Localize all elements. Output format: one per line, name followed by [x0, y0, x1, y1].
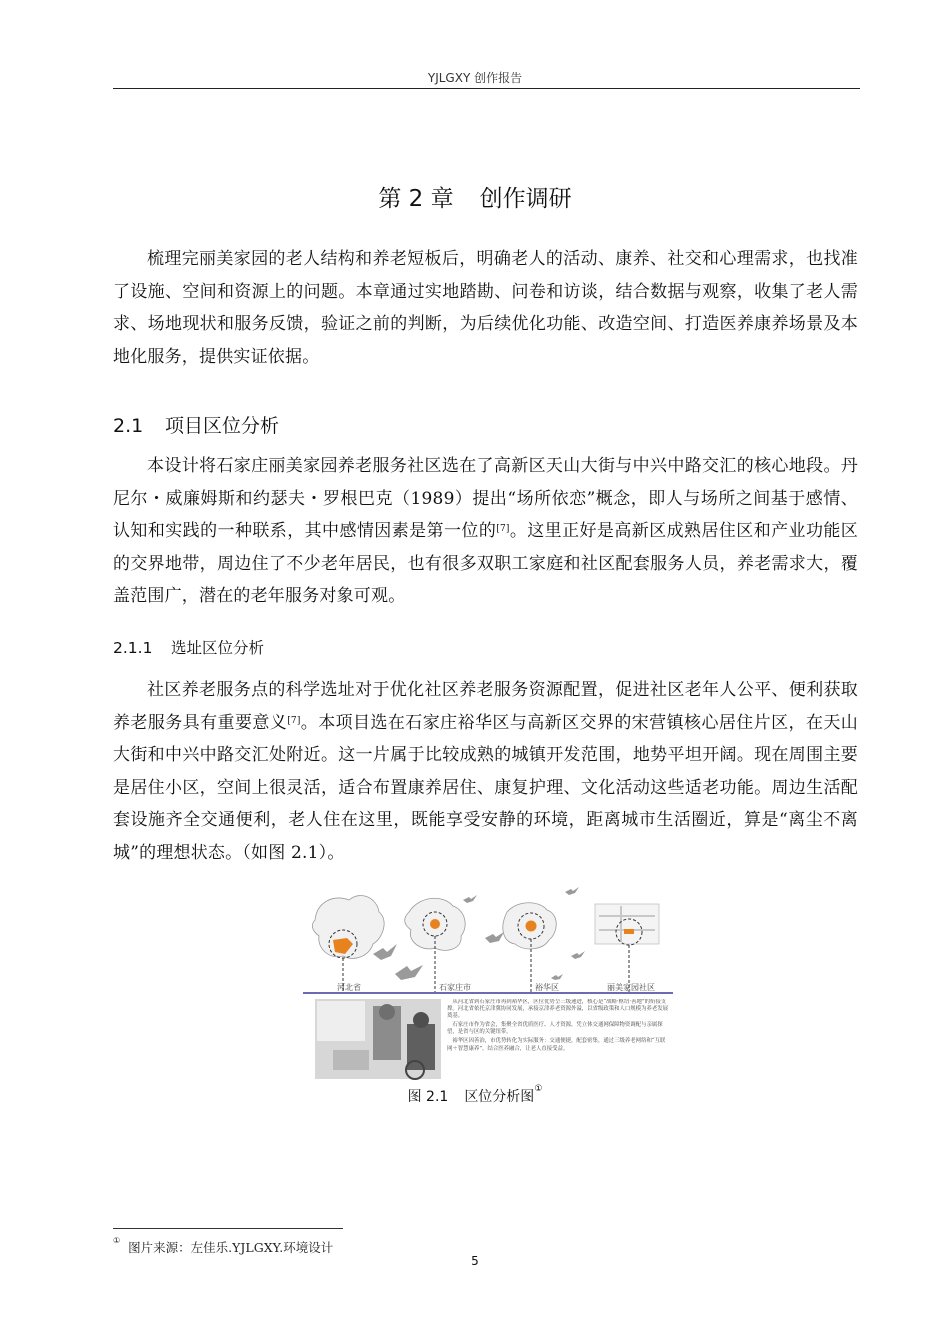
- label-community: 丽美家园社区: [607, 983, 655, 992]
- location-analysis-figure: [303, 882, 673, 1082]
- elderly-care-photo: [315, 999, 441, 1079]
- figure-caption: [0, 1086, 950, 1106]
- chapter-heading: [0, 180, 950, 213]
- subsection-number: 2.1.1: [113, 639, 153, 657]
- footnote-rule: [113, 1228, 343, 1229]
- subsection-heading: [113, 636, 264, 658]
- intro-paragraph: 梳理完丽美家园的老人结构和养老短板后，明确老人的活动、康养、社交和心理需求，也找准了设施、空间和资源上的问题。本章通过实地踏勘、问卷和访谈，结合数据与观察，收集了老人需求、场地现状和服务反馈，验证之前的判断，为后续优化功能、改造空间、打造医养康养场景及本地化服务，提供实证依据。: [113, 249, 858, 367]
- section-paragraph: 本设计将石家庄丽美家园养老服务社区选在了高新区天山大街与中兴中路交汇的核心地段。丹尼尔・威廉姆斯和约瑟夫・罗根巴克（1989）提出“场所依恋”概念，即人与场所之间基于感情、认知和实践的一种联系，其中感情因素是第一位的[7]。这里正好是高新区成熟居住区和产业功能区的交界地带，周边住了不少老年居民，也有很多双职工家庭和社区配套服务人员，养老需求大，覆盖范围广，潜在的老年服务对象可观。: [113, 456, 859, 606]
- citation: [7]: [287, 715, 301, 726]
- section-title: 项目区位分析: [165, 415, 280, 437]
- running-header: YJLGXY 创作报告: [427, 71, 523, 85]
- figure-text-2: 石家庄市作为省会，集聚全省优质医疗、人才资源，凭立体交通网保障物资调配与亲属探望，是省与区的关键纽带。: [447, 1022, 663, 1036]
- section-heading: [113, 411, 279, 438]
- label-district: 裕华区: [535, 983, 559, 992]
- label-city: 石家庄市: [439, 983, 471, 992]
- label-province: 河北省: [337, 983, 361, 992]
- section-number: 2.1: [113, 415, 144, 437]
- figure-text-3: 裕华区因善治，市优势转化为实际服务：交通便捷，配套密集，通过三级养老网络和“互联网＋智慧康养”，结合医养融合，让老人直接受益。: [447, 1038, 666, 1052]
- caption-label: 图 2.1: [407, 1089, 449, 1105]
- chapter-number: 第 2 章: [378, 186, 454, 212]
- subsection-paragraph: 社区养老服务点的科学选址对于优化社区养老服务资源配置，促进社区老年人公平、便利获取养老服务具有重要意义[7]。本项目选在石家庄裕华区与高新区交界的宋营镇核心居住片区，在天山大街和中兴中路交汇处附近。这一片属于比较成熟的城镇开发范围，地势平坦开阔。现在周围主要是居住小区，空间上很灵活，适合布置康养居住、康复护理、文化活动这些适老功能。周边生活配套设施齐全交通便利，老人住在这里，既能享受安静的环境，距离城市生活圈近，算是“离尘不离城”的理想状态。（如图 2.1）。: [113, 680, 858, 863]
- footnote-mark: ①: [113, 1236, 121, 1245]
- page-number: 5: [471, 1254, 479, 1268]
- subsection-title: 选址区位分析: [171, 639, 265, 657]
- header-rule: [113, 88, 860, 89]
- footnote-text: 图片来源：左佳乐.YJLGXY.环境设计: [128, 1240, 334, 1255]
- figure-text-1: 从河北省到石家庄市再到裕华区，区位优势呈三级递进，核心是“战略·枢纽·善地”的衔接支撑。河北省依托京津冀协同发展，承接京津养老资源外溢，以省级政策和人口规模为养老发展奠基。: [447, 999, 669, 1020]
- caption-title: 区位分析图: [464, 1089, 535, 1105]
- citation: [7]: [496, 524, 510, 534]
- chapter-title: 创作调研: [479, 186, 572, 212]
- caption-footnote-mark: ①: [534, 1084, 543, 1094]
